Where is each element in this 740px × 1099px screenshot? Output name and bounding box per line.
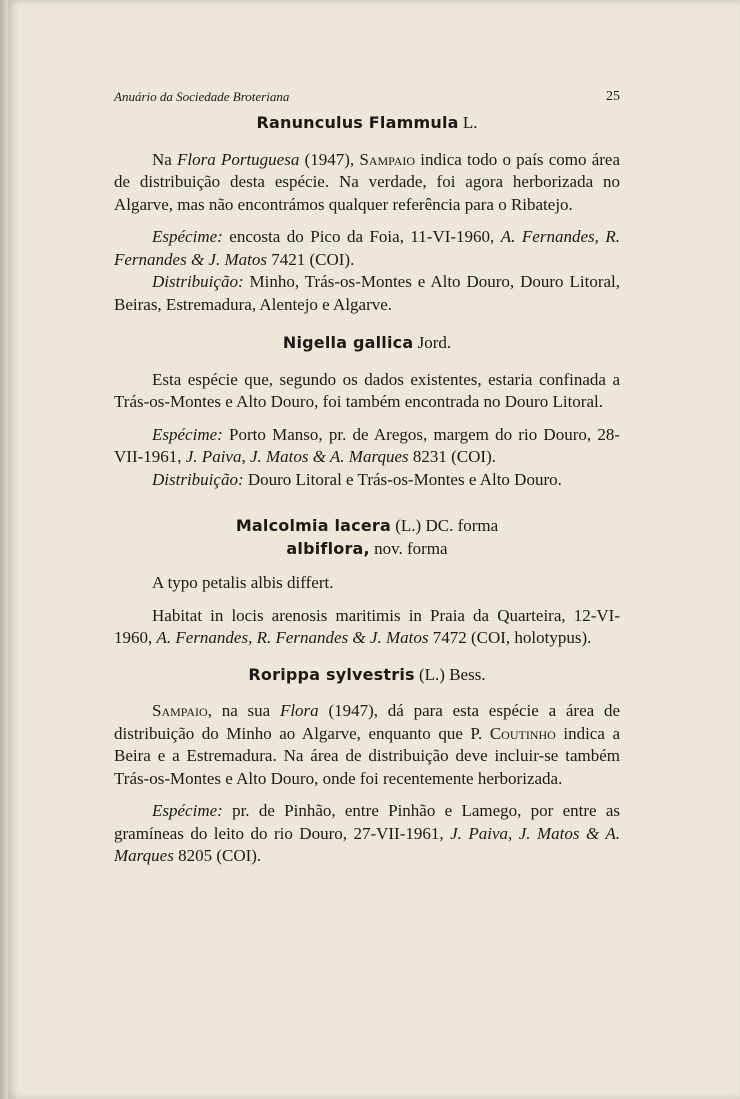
- taxon-author: L.: [462, 113, 478, 132]
- form-name: albiflora,: [286, 538, 370, 558]
- species-heading-malcolmia: [114, 515, 620, 560]
- paragraph: Na Flora Portuguesa (1947), Sampaio indica todo o país como área de distribuição desta espécie. Na verdade, foi agora herborizada no Algarve, mas não encontrámos qualquer referência para o Ribatejo.: [114, 149, 621, 214]
- taxon-author: (L.) DC. forma: [395, 516, 499, 535]
- distribution-paragraph: Distribuição: Minho, Trás-os-Montes e Alto Douro, Douro Litoral, Beiras, Estremadura, Alentejo e Algarve.: [114, 272, 620, 314]
- latin-diagnosis: A typo petalis albis differt.: [152, 573, 334, 592]
- specimen-paragraph: Espécime: encosta do Pico da Foia, 11-VI-1960, A. Fernandes, R. Fernandes & J. Matos 7421 (COI).: [114, 227, 620, 269]
- species-heading-nigella: [114, 332, 620, 355]
- taxon-name: Ranunculus Flammula: [256, 113, 459, 132]
- specimen-paragraph: Espécime: pr. de Pinhão, entre Pinhão e Lamego, por entre as gramíneas do leito do rio Douro, 27-VII-1961, J. Paiva, J. Matos & A. Marques 8205 (COI).: [114, 801, 620, 865]
- scanned-page: [8, 0, 740, 1099]
- journal-title: Anuário da Sociedade Broteriana: [114, 89, 290, 104]
- heading-line-2: [114, 538, 620, 561]
- taxon-name: Malcolmia lacera: [235, 516, 392, 535]
- taxon-name: Nigella gallica: [282, 333, 414, 352]
- habitat-paragraph: Habitat in locis arenosis maritimis in Praia da Quarteira, 12-VI-1960, A. Fernandes, R. Fernandes & J. Matos 7472 (COI, holotypus).: [114, 605, 620, 647]
- form-author: nov. forma: [374, 538, 448, 558]
- page-number: 25: [606, 89, 620, 104]
- taxon-name: Rorippa sylvestris: [248, 664, 415, 684]
- species-heading-rorippa: [114, 664, 620, 687]
- page-spine: [0, 0, 8, 1099]
- distribution-paragraph: Distribuição: Douro Litoral e Trás-os-Montes e Alto Douro.: [152, 469, 562, 489]
- specimen-paragraph: Espécime: Porto Manso, pr. de Aregos, margem do rio Douro, 28-VII-1961, J. Paiva, J. Matos & A. Marques 8231 (COI).: [114, 424, 620, 466]
- taxon-author: (L.) Bess.: [419, 664, 486, 684]
- paragraph: Esta espécie que, segundo os dados existentes, estaria confinada a Trás-os-Montes e Alto Douro, foi também encontrada no Douro Litoral.: [114, 369, 620, 411]
- species-heading-ranunculus: [114, 112, 620, 135]
- paragraph: Sampaio, na sua Flora (1947), dá para esta espécie a área de distribuição do Minho ao Algarve, enquanto que P. Coutinho indica a Beira e a Estremadura. Na área de distribuição deve incluir-se também Trás-os-Montes e Alto Douro, onde foi recentemente herborizada.: [114, 701, 620, 788]
- running-head: [114, 86, 620, 108]
- heading-line-1: [114, 515, 620, 538]
- page-content: [114, 86, 620, 868]
- taxon-author: Jord.: [417, 333, 452, 352]
